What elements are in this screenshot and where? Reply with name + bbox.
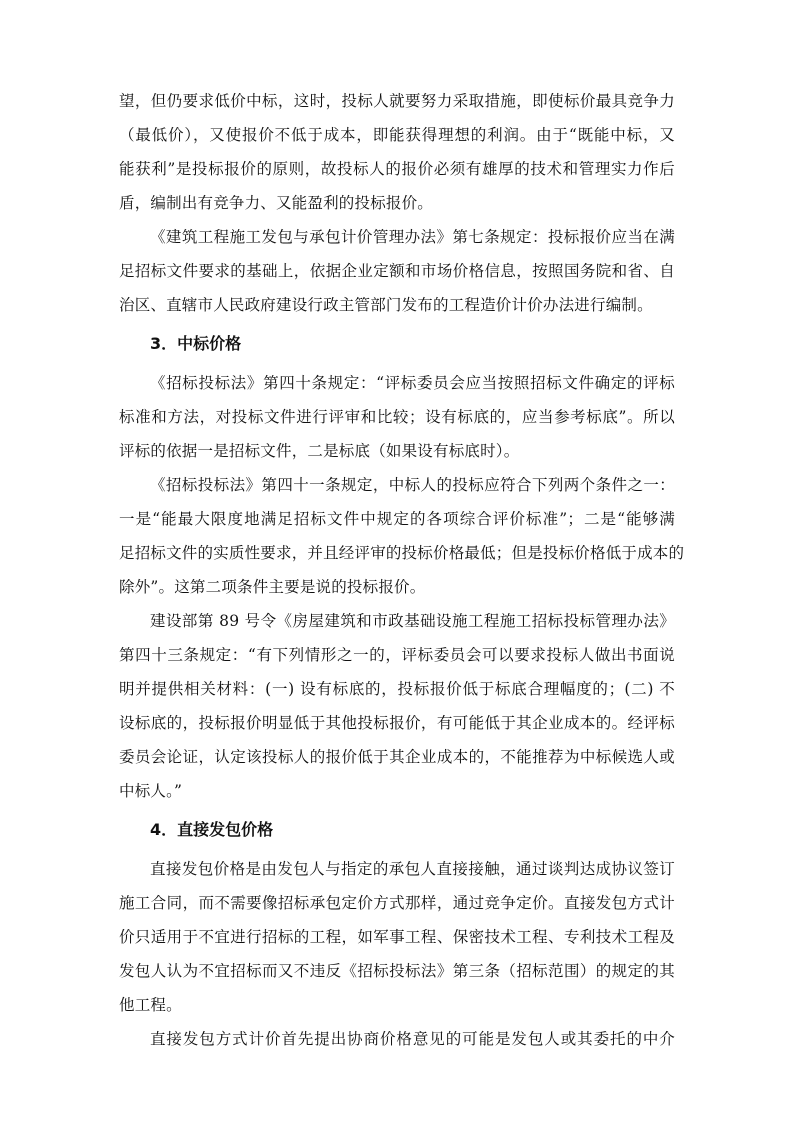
document-page [119,84,685,1056]
text-line: 建设部第 89 号令《房屋建筑和市政基础设施工程施工招标投标管理办法》 [150,612,675,630]
text-line: 发包人认为不宜招标而又不违反《招标投标法》第三条（招标范围）的规定的其 [119,962,675,980]
text-line: 施工合同，而不需要像招标承包定价方式那样，通过竞争定价。直接发包方式计 [119,894,675,912]
text-line: 他工程。 [119,996,182,1014]
paragraph-article-forty [119,366,675,468]
section-heading-direct-contract-price: 4．直接发包价格 [150,820,274,839]
text-line: 直接发包方式计价首先提出协商价格意见的可能是发包人或其委托的中介 [150,1030,675,1048]
paragraph-decree-89 [119,604,675,808]
text-line: 《招标投标法》第四十一条规定，中标人的投标应符合下列两个条件之一： [150,476,675,494]
text-line: 足招标文件要求的基础上，依据企业定额和市场价格信息，按照国务院和省、自 [119,262,675,280]
text-line: 明并提供相关材料：(一) 设有标底的，投标报价低于标底合理幅度的；(二) 不 [119,680,675,698]
text-line: 治区、直辖市人民政府建设行政主管部门发布的工程造价计价办法进行编制。 [119,296,653,314]
section-heading-winning-bid-price: 3．中标价格 [150,334,242,353]
text-line: （最低价），又使报价不低于成本，即能获得理想的利润。由于“既能中标，又 [119,126,675,144]
text-line: 标准和方法，对投标文件进行评审和比较；设有标底的，应当参考标底”。所以 [119,408,675,426]
paragraph-direct-contract-negotiation [119,1022,675,1056]
text-line: 盾，编制出有竞争力、又能盈利的投标报价。 [119,194,434,212]
text-line: 一是“能最大限度地满足招标文件中规定的各项综合评价标准”；二是“能够满 [119,510,675,528]
paragraph-article-forty-one [119,468,685,604]
text-line: 除外”。这第二项条件主要是说的投标报价。 [119,578,426,596]
text-line: 第四十三条规定：“有下列情形之一的，评标委员会可以要求投标人做出书面说 [119,646,675,664]
text-line: 《招标投标法》第四十条规定：“评标委员会应当按照招标文件确定的评标 [150,374,675,392]
text-line: 能获利”是投标报价的原则，故投标人的报价必须有雄厚的技术和管理实力作后 [119,160,675,178]
text-line: 足招标文件的实质性要求，并且经评审的投标价格最低；但是投标价格低于成本的 [119,544,685,562]
text-line: 评标的依据一是招标文件，二是标底（如果设有标底时）。 [119,442,520,460]
paragraph-direct-contract [119,852,675,1022]
text-line: 直接发包价格是由发包人与指定的承包人直接接触，通过谈判达成协议签订 [150,860,675,878]
text-line: 《建筑工程施工发包与承包计价管理办法》第七条规定：投标报价应当在满 [150,228,675,246]
text-line: 望，但仍要求低价中标，这时，投标人就要努力采取措施，即使标价最具竞争力 [119,92,675,110]
text-line: 价只适用于不宜进行招标的工程，如军事工程、保密技术工程、专利技术工程及 [119,928,675,946]
text-line: 委员会论证，认定该投标人的报价低于其企业成本的，不能推荐为中标候选人或 [119,748,675,766]
paragraph-bid-strategy [119,84,675,220]
paragraph-article-seven [119,220,675,322]
text-line: 设标底的，投标报价明显低于其他投标报价，有可能低于其企业成本的。经评标 [119,714,675,732]
text-line: 中标人。” [119,782,183,800]
